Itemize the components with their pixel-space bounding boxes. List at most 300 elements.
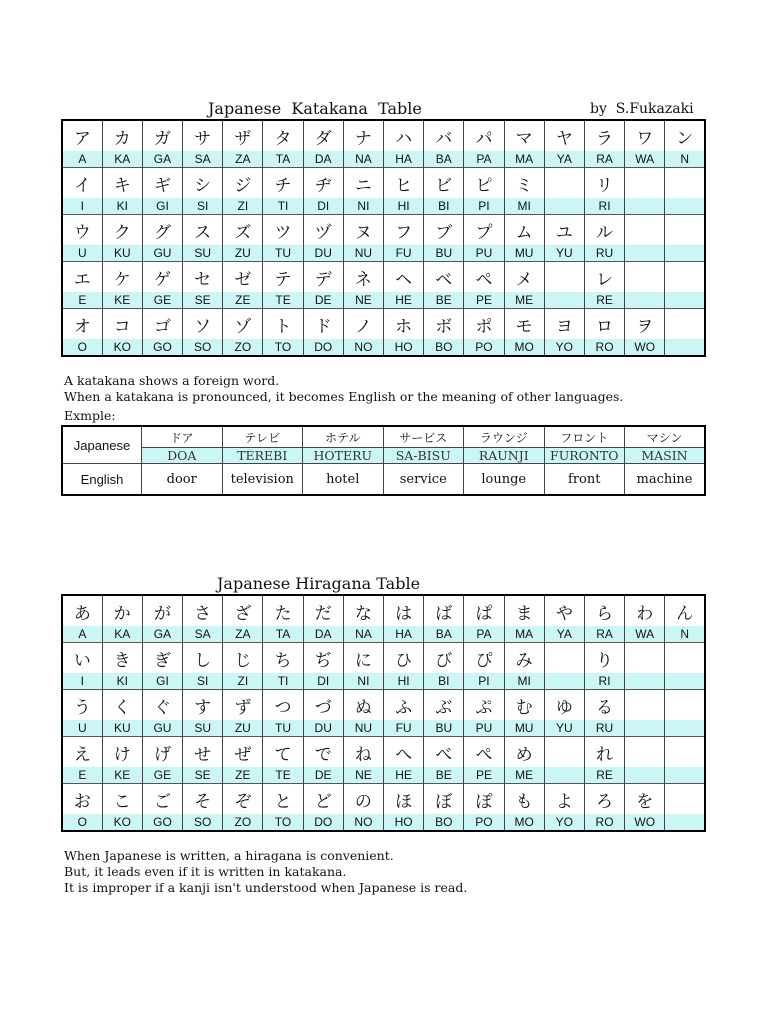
kana-cell: び xyxy=(424,643,464,674)
example-english-word: lounge xyxy=(464,464,545,496)
romaji-cell: MA xyxy=(504,626,544,643)
kana-row xyxy=(62,690,705,721)
romaji-cell: HA xyxy=(384,626,424,643)
kana-cell: わ xyxy=(625,595,665,626)
kana-cell: セ xyxy=(183,262,223,293)
kana-cell: る xyxy=(584,690,624,721)
kana-cell: ぴ xyxy=(464,643,504,674)
romaji-cell: RI xyxy=(584,198,624,215)
example-english-word: service xyxy=(383,464,464,496)
kana-cell: き xyxy=(102,643,142,674)
kana-cell: レ xyxy=(584,262,624,293)
romaji-cell: DI xyxy=(303,198,343,215)
romaji-cell: YO xyxy=(544,339,584,356)
romaji-cell xyxy=(625,720,665,737)
romaji-cell: GE xyxy=(142,292,182,309)
romaji-cell: RU xyxy=(584,245,624,262)
kana-cell: ウ xyxy=(62,215,102,246)
kana-cell: ズ xyxy=(223,215,263,246)
kana-cell xyxy=(665,784,705,815)
romaji-cell: N xyxy=(665,626,705,643)
kana-cell: ら xyxy=(584,595,624,626)
kana-cell: ば xyxy=(424,595,464,626)
hiragana-note-1: When Japanese is written, a hiragana is convenient. xyxy=(64,848,394,863)
romaji-cell: KO xyxy=(102,814,142,831)
kana-cell: ぬ xyxy=(343,690,383,721)
kana-cell: ケ xyxy=(102,262,142,293)
romaji-cell: BA xyxy=(424,626,464,643)
romaji-cell: KE xyxy=(102,292,142,309)
romaji-cell: HE xyxy=(384,292,424,309)
romaji-cell: MI xyxy=(504,198,544,215)
kana-cell: ネ xyxy=(343,262,383,293)
romaji-cell xyxy=(625,767,665,784)
romaji-cell: MU xyxy=(504,245,544,262)
romaji-cell: PU xyxy=(464,720,504,737)
romaji-cell: RA xyxy=(584,151,624,168)
example-reading: DOA xyxy=(142,448,223,464)
kana-cell: み xyxy=(504,643,544,674)
kana-row xyxy=(62,215,705,246)
romaji-cell xyxy=(665,198,705,215)
kana-cell: デ xyxy=(303,262,343,293)
kana-cell: ホ xyxy=(384,309,424,340)
romaji-cell: NU xyxy=(343,720,383,737)
romaji-cell xyxy=(665,673,705,690)
romaji-cell: I xyxy=(62,673,102,690)
kana-cell: れ xyxy=(584,737,624,768)
kana-cell xyxy=(544,168,584,199)
kana-cell: ト xyxy=(263,309,303,340)
example-reading: TEREBI xyxy=(222,448,303,464)
kana-cell xyxy=(665,215,705,246)
kana-cell: ピ xyxy=(464,168,504,199)
romaji-cell xyxy=(544,198,584,215)
kana-cell xyxy=(665,690,705,721)
kana-cell: ヤ xyxy=(544,120,584,151)
romaji-cell: KU xyxy=(102,720,142,737)
romaji-cell: DU xyxy=(303,720,343,737)
kana-cell: ダ xyxy=(303,120,343,151)
kana-cell: プ xyxy=(464,215,504,246)
romaji-cell: DE xyxy=(303,767,343,784)
kana-cell: ブ xyxy=(424,215,464,246)
example-reading: MASIN xyxy=(625,448,706,464)
kana-cell: サ xyxy=(183,120,223,151)
romaji-cell: HI xyxy=(384,198,424,215)
romaji-cell: PU xyxy=(464,245,504,262)
romaji-cell: GE xyxy=(142,767,182,784)
romaji-cell: PI xyxy=(464,198,504,215)
romaji-cell xyxy=(665,814,705,831)
kana-cell: あ xyxy=(62,595,102,626)
romaji-cell: KI xyxy=(102,673,142,690)
kana-cell: ゆ xyxy=(544,690,584,721)
kana-cell: ぞ xyxy=(223,784,263,815)
romaji-cell xyxy=(665,292,705,309)
hiragana-table-title: Japanese Hiragana Table xyxy=(217,574,421,593)
romaji-cell: DO xyxy=(303,339,343,356)
kana-cell: ず xyxy=(223,690,263,721)
example-katakana-word: ラウンジ xyxy=(464,426,545,448)
romaji-cell: HO xyxy=(384,339,424,356)
kana-cell: エ xyxy=(62,262,102,293)
example-english-word: hotel xyxy=(303,464,384,496)
romaji-cell: YU xyxy=(544,720,584,737)
romaji-cell: RE xyxy=(584,767,624,784)
kana-cell: か xyxy=(102,595,142,626)
kana-cell xyxy=(665,309,705,340)
romaji-cell: ZO xyxy=(223,339,263,356)
kana-cell: ノ xyxy=(343,309,383,340)
kana-cell: を xyxy=(625,784,665,815)
romaji-cell: ME xyxy=(504,292,544,309)
kana-cell: て xyxy=(263,737,303,768)
kana-cell xyxy=(665,168,705,199)
romaji-cell: WA xyxy=(625,151,665,168)
kana-cell: の xyxy=(343,784,383,815)
kana-row xyxy=(62,309,705,340)
kana-cell: と xyxy=(263,784,303,815)
kana-cell: ヌ xyxy=(343,215,383,246)
kana-cell: ド xyxy=(303,309,343,340)
kana-cell xyxy=(544,262,584,293)
romaji-cell: RO xyxy=(584,339,624,356)
kana-cell: そ xyxy=(183,784,223,815)
romaji-cell: BO xyxy=(424,339,464,356)
romaji-cell xyxy=(544,673,584,690)
romaji-cell: FU xyxy=(384,720,424,737)
romaji-cell xyxy=(625,245,665,262)
kana-cell: つ xyxy=(263,690,303,721)
romaji-cell: SO xyxy=(183,814,223,831)
example-english-word: door xyxy=(142,464,223,496)
romaji-cell: BU xyxy=(424,720,464,737)
romaji-cell: ZA xyxy=(223,626,263,643)
romaji-cell: ZI xyxy=(223,198,263,215)
romaji-cell: NE xyxy=(343,292,383,309)
romaji-cell: BI xyxy=(424,673,464,690)
kana-cell: も xyxy=(504,784,544,815)
kana-cell: ツ xyxy=(263,215,303,246)
romaji-cell: KU xyxy=(102,245,142,262)
romaji-row xyxy=(62,673,705,690)
kana-cell: ね xyxy=(343,737,383,768)
romaji-cell: KA xyxy=(102,151,142,168)
kana-cell: マ xyxy=(504,120,544,151)
kana-cell: ヨ xyxy=(544,309,584,340)
kana-cell: パ xyxy=(464,120,504,151)
kana-cell: な xyxy=(343,595,383,626)
romaji-cell: KO xyxy=(102,339,142,356)
romaji-row xyxy=(62,292,705,309)
kana-cell: ん xyxy=(665,595,705,626)
kana-cell: ム xyxy=(504,215,544,246)
kana-row xyxy=(62,737,705,768)
romaji-cell: TO xyxy=(263,339,303,356)
romaji-cell: ZU xyxy=(223,245,263,262)
romaji-cell xyxy=(665,720,705,737)
romaji-cell: O xyxy=(62,814,102,831)
kana-row xyxy=(62,168,705,199)
romaji-cell: BA xyxy=(424,151,464,168)
kana-cell: で xyxy=(303,737,343,768)
kana-cell: ゾ xyxy=(223,309,263,340)
romaji-cell: WO xyxy=(625,339,665,356)
example-reading: RAUNJI xyxy=(464,448,545,464)
kana-cell: ニ xyxy=(343,168,383,199)
kana-cell xyxy=(544,737,584,768)
romaji-cell: RA xyxy=(584,626,624,643)
romaji-cell: ZO xyxy=(223,814,263,831)
romaji-cell: ME xyxy=(504,767,544,784)
kana-cell xyxy=(625,643,665,674)
romaji-cell: TO xyxy=(263,814,303,831)
kana-cell xyxy=(625,168,665,199)
kana-cell: グ xyxy=(142,215,182,246)
romaji-cell: SU xyxy=(183,720,223,737)
kana-cell: ナ xyxy=(343,120,383,151)
romaji-cell: A xyxy=(62,151,102,168)
romaji-cell: MO xyxy=(504,339,544,356)
romaji-cell: YO xyxy=(544,814,584,831)
kana-cell: ワ xyxy=(625,120,665,151)
kana-cell: ぺ xyxy=(464,737,504,768)
author-byline: by S.Fukazaki xyxy=(590,101,694,117)
romaji-row xyxy=(62,198,705,215)
romaji-cell: DI xyxy=(303,673,343,690)
kana-cell: ス xyxy=(183,215,223,246)
romaji-cell: RE xyxy=(584,292,624,309)
japanese-row-header: Japanese xyxy=(62,426,142,464)
kana-cell: ク xyxy=(102,215,142,246)
romaji-cell: SE xyxy=(183,767,223,784)
example-katakana-word: フロント xyxy=(544,426,625,448)
example-english-word: front xyxy=(544,464,625,496)
romaji-cell: DO xyxy=(303,814,343,831)
kana-cell: え xyxy=(62,737,102,768)
kana-cell: ロ xyxy=(584,309,624,340)
romaji-cell: SA xyxy=(183,151,223,168)
kana-cell: ぶ xyxy=(424,690,464,721)
romaji-cell: ZA xyxy=(223,151,263,168)
romaji-cell: GO xyxy=(142,339,182,356)
romaji-cell: GU xyxy=(142,245,182,262)
kana-cell: イ xyxy=(62,168,102,199)
romaji-cell: E xyxy=(62,767,102,784)
kana-cell: に xyxy=(343,643,383,674)
romaji-cell: PO xyxy=(464,339,504,356)
kana-cell: ぱ xyxy=(464,595,504,626)
kana-cell: ベ xyxy=(424,262,464,293)
romaji-cell: TE xyxy=(263,767,303,784)
example-katakana-word: サービス xyxy=(383,426,464,448)
example-katakana-word: テレビ xyxy=(222,426,303,448)
example-katakana-word: ホテル xyxy=(303,426,384,448)
romaji-cell: PA xyxy=(464,626,504,643)
romaji-cell: TI xyxy=(263,198,303,215)
kana-cell: り xyxy=(584,643,624,674)
romaji-cell: TU xyxy=(263,245,303,262)
romaji-cell: N xyxy=(665,151,705,168)
kana-cell: い xyxy=(62,643,102,674)
romaji-cell: NA xyxy=(343,151,383,168)
kana-cell: カ xyxy=(102,120,142,151)
example-reading: FURONTO xyxy=(544,448,625,464)
kana-cell: ガ xyxy=(142,120,182,151)
romaji-cell: HI xyxy=(384,673,424,690)
romaji-cell: MI xyxy=(504,673,544,690)
kana-cell: く xyxy=(102,690,142,721)
example-english-word: television xyxy=(222,464,303,496)
romaji-cell: TA xyxy=(263,151,303,168)
romaji-cell: BE xyxy=(424,767,464,784)
kana-cell xyxy=(665,737,705,768)
romaji-cell xyxy=(665,339,705,356)
kana-cell: ユ xyxy=(544,215,584,246)
example-label: Exmple: xyxy=(64,408,116,423)
kana-cell: ポ xyxy=(464,309,504,340)
romaji-cell: TE xyxy=(263,292,303,309)
kana-cell: ゴ xyxy=(142,309,182,340)
kana-cell: さ xyxy=(183,595,223,626)
kana-cell: お xyxy=(62,784,102,815)
romaji-cell: GA xyxy=(142,151,182,168)
romaji-cell: RO xyxy=(584,814,624,831)
kana-cell: め xyxy=(504,737,544,768)
romaji-cell: DU xyxy=(303,245,343,262)
romaji-cell: YU xyxy=(544,245,584,262)
romaji-cell: NI xyxy=(343,198,383,215)
example-katakana-word: マシン xyxy=(625,426,706,448)
romaji-cell xyxy=(625,673,665,690)
katakana-table-title: Japanese Katakana Table xyxy=(208,99,422,118)
kana-cell: ボ xyxy=(424,309,464,340)
kana-cell: よ xyxy=(544,784,584,815)
romaji-cell: FU xyxy=(384,245,424,262)
kana-cell: や xyxy=(544,595,584,626)
romaji-cell: NO xyxy=(343,339,383,356)
kana-cell: ち xyxy=(263,643,303,674)
kana-cell: ラ xyxy=(584,120,624,151)
romaji-cell: NU xyxy=(343,245,383,262)
romaji-cell: SI xyxy=(183,198,223,215)
romaji-cell xyxy=(665,245,705,262)
katakana-note-1: A katakana shows a foreign word. xyxy=(64,373,280,388)
kana-cell: づ xyxy=(303,690,343,721)
romaji-cell: BO xyxy=(424,814,464,831)
kana-cell: キ xyxy=(102,168,142,199)
kana-cell: ザ xyxy=(223,120,263,151)
kana-cell: は xyxy=(384,595,424,626)
romaji-cell: U xyxy=(62,720,102,737)
romaji-cell: PE xyxy=(464,292,504,309)
kana-cell: ほ xyxy=(384,784,424,815)
romaji-row xyxy=(62,814,705,831)
katakana-table xyxy=(61,119,706,357)
kana-cell: ビ xyxy=(424,168,464,199)
kana-cell xyxy=(665,643,705,674)
kana-cell: ア xyxy=(62,120,102,151)
romaji-cell: GO xyxy=(142,814,182,831)
katakana-note-2: When a katakana is pronounced, it becomes English or the meaning of other languages. xyxy=(64,389,624,404)
kana-cell: ぷ xyxy=(464,690,504,721)
romaji-cell: WO xyxy=(625,814,665,831)
romaji-cell: ZI xyxy=(223,673,263,690)
romaji-cell xyxy=(665,767,705,784)
romaji-cell: KE xyxy=(102,767,142,784)
kana-cell: オ xyxy=(62,309,102,340)
romaji-cell: U xyxy=(62,245,102,262)
romaji-cell: PE xyxy=(464,767,504,784)
kana-cell: ペ xyxy=(464,262,504,293)
kana-cell: む xyxy=(504,690,544,721)
romaji-cell: MU xyxy=(504,720,544,737)
romaji-cell: BI xyxy=(424,198,464,215)
romaji-cell: YA xyxy=(544,151,584,168)
romaji-cell: NI xyxy=(343,673,383,690)
kana-cell: ぐ xyxy=(142,690,182,721)
romaji-cell: GA xyxy=(142,626,182,643)
kana-cell: ま xyxy=(504,595,544,626)
kana-cell: シ xyxy=(183,168,223,199)
kana-row xyxy=(62,784,705,815)
romaji-cell: SO xyxy=(183,339,223,356)
kana-cell: じ xyxy=(223,643,263,674)
hiragana-table xyxy=(61,594,706,832)
romaji-cell xyxy=(625,198,665,215)
kana-cell: ン xyxy=(665,120,705,151)
kana-cell: フ xyxy=(384,215,424,246)
romaji-cell: HA xyxy=(384,151,424,168)
romaji-cell: PI xyxy=(464,673,504,690)
romaji-cell: ZE xyxy=(223,292,263,309)
kana-cell: タ xyxy=(263,120,303,151)
kana-cell: ぼ xyxy=(424,784,464,815)
romaji-cell: GI xyxy=(142,673,182,690)
kana-cell xyxy=(665,262,705,293)
kana-row xyxy=(62,643,705,674)
kana-cell: し xyxy=(183,643,223,674)
kana-cell: バ xyxy=(424,120,464,151)
romaji-cell: GU xyxy=(142,720,182,737)
example-reading: SA-BISU xyxy=(383,448,464,464)
kana-row xyxy=(62,262,705,293)
kana-cell: ふ xyxy=(384,690,424,721)
kana-cell xyxy=(544,643,584,674)
kana-cell: ぢ xyxy=(303,643,343,674)
romaji-cell: ZE xyxy=(223,767,263,784)
kana-cell: ヅ xyxy=(303,215,343,246)
kana-row xyxy=(62,120,705,151)
kana-cell: ミ xyxy=(504,168,544,199)
kana-cell: ハ xyxy=(384,120,424,151)
romaji-cell: MA xyxy=(504,151,544,168)
romaji-row xyxy=(62,339,705,356)
kana-cell xyxy=(625,690,665,721)
kana-cell: だ xyxy=(303,595,343,626)
romaji-cell: PO xyxy=(464,814,504,831)
romaji-cell: TA xyxy=(263,626,303,643)
kana-cell: せ xyxy=(183,737,223,768)
kana-cell: げ xyxy=(142,737,182,768)
romaji-cell: SA xyxy=(183,626,223,643)
romaji-cell: BU xyxy=(424,245,464,262)
romaji-cell: A xyxy=(62,626,102,643)
kana-cell: ど xyxy=(303,784,343,815)
example-reading: HOTERU xyxy=(303,448,384,464)
romaji-cell: TU xyxy=(263,720,303,737)
